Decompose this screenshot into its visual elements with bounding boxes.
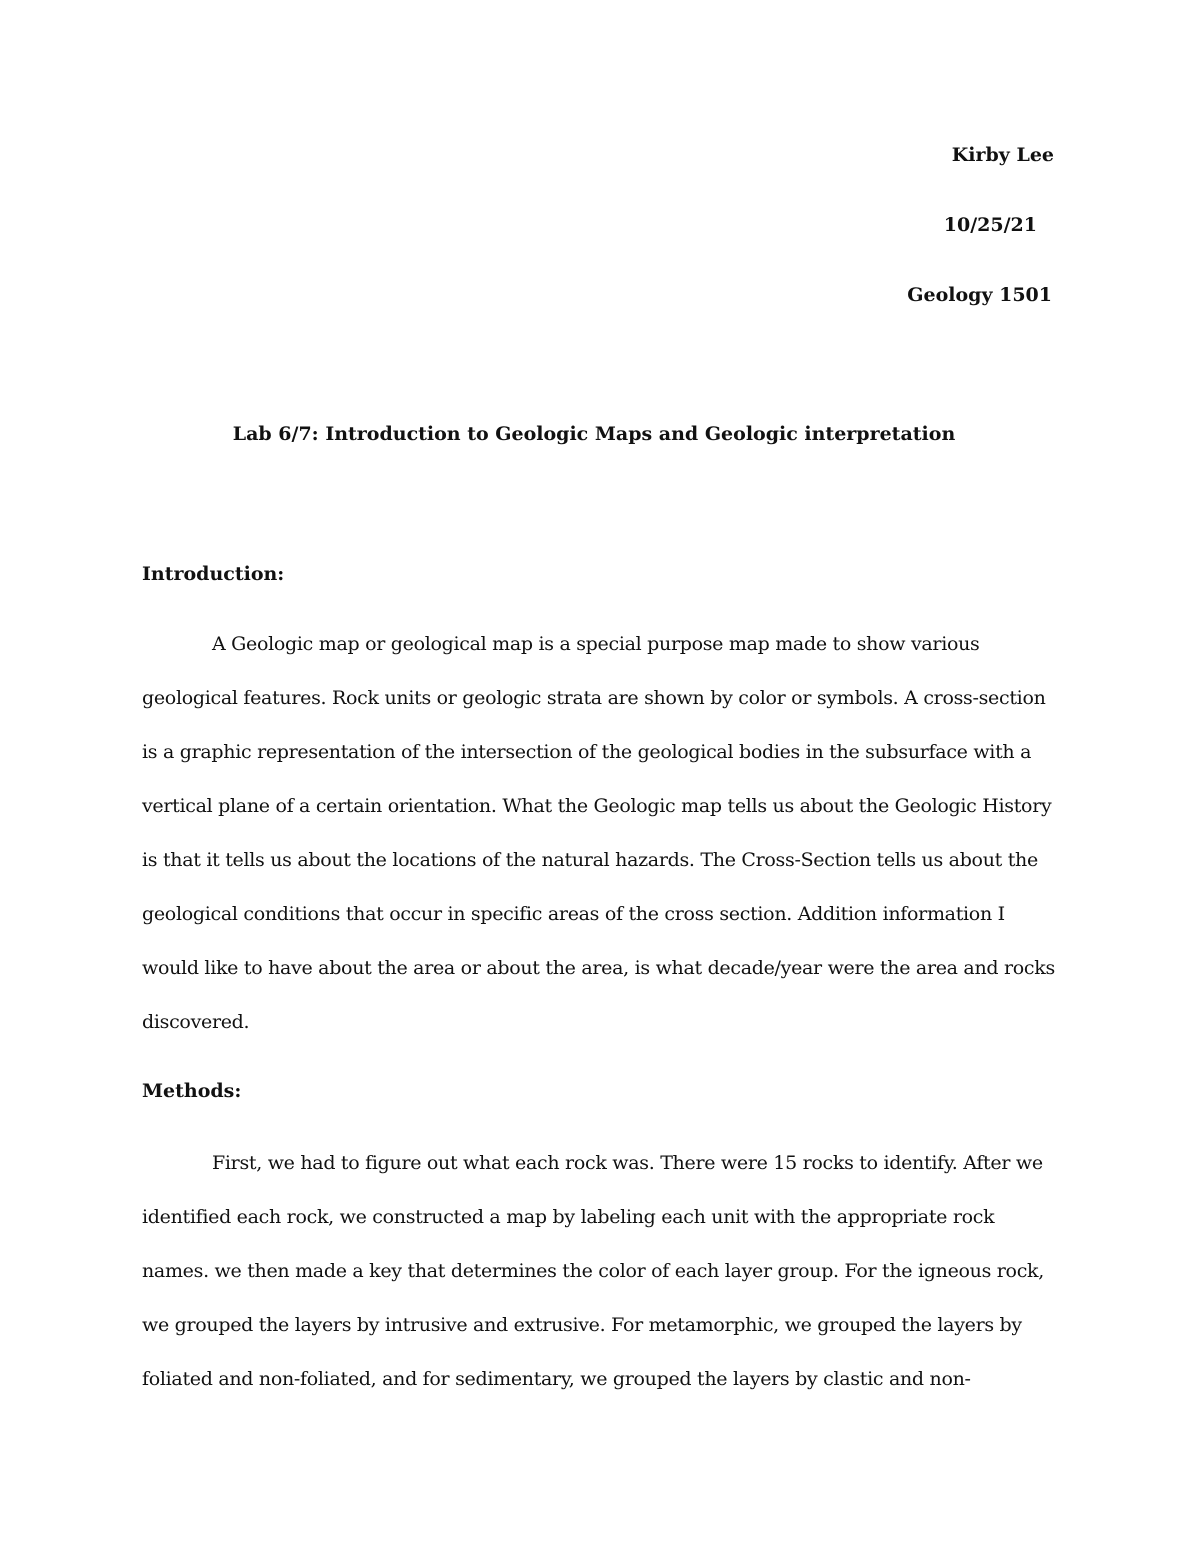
introduction-line: would like to have about the area or about the area, is what decade/year were the area and rocks: [142, 957, 1055, 979]
methods-line: names. we then made a key that determines the color of each layer group. For the igneous rock,: [142, 1260, 1044, 1282]
methods-line: First, we had to figure out what each rock was. There were 15 rocks to identify. After we: [212, 1152, 1043, 1174]
document-title: Lab 6/7: Introduction to Geologic Maps and Geologic interpretation: [232, 423, 956, 445]
introduction-line: discovered.: [142, 1011, 250, 1033]
methods-line: foliated and non-foliated, and for sedimentary, we grouped the layers by clastic and non-: [142, 1368, 971, 1390]
course-name: Geology 1501: [907, 284, 1052, 306]
author-name: Kirby Lee: [951, 144, 1054, 166]
introduction-line: vertical plane of a certain orientation. What the Geologic map tells us about the Geologic History: [142, 795, 1052, 817]
methods-heading: Methods:: [142, 1080, 242, 1102]
introduction-heading: Introduction:: [142, 563, 285, 585]
introduction-line: geological conditions that occur in specific areas of the cross section. Addition information I: [142, 903, 1005, 925]
introduction-line: is that it tells us about the locations of the natural hazards. The Cross-Section tells us about the: [142, 849, 1038, 871]
introduction-line: is a graphic representation of the intersection of the geological bodies in the subsurface with a: [142, 741, 1032, 763]
methods-line: we grouped the layers by intrusive and extrusive. For metamorphic, we grouped the layers by: [142, 1314, 1022, 1336]
introduction-line: A Geologic map or geological map is a special purpose map made to show various: [212, 633, 980, 655]
document-date: 10/25/21: [943, 214, 1037, 236]
methods-line: identified each rock, we constructed a map by labeling each unit with the appropriate rock: [142, 1206, 995, 1228]
introduction-line: geological features. Rock units or geologic strata are shown by color or symbols. A cross-section: [142, 687, 1046, 709]
